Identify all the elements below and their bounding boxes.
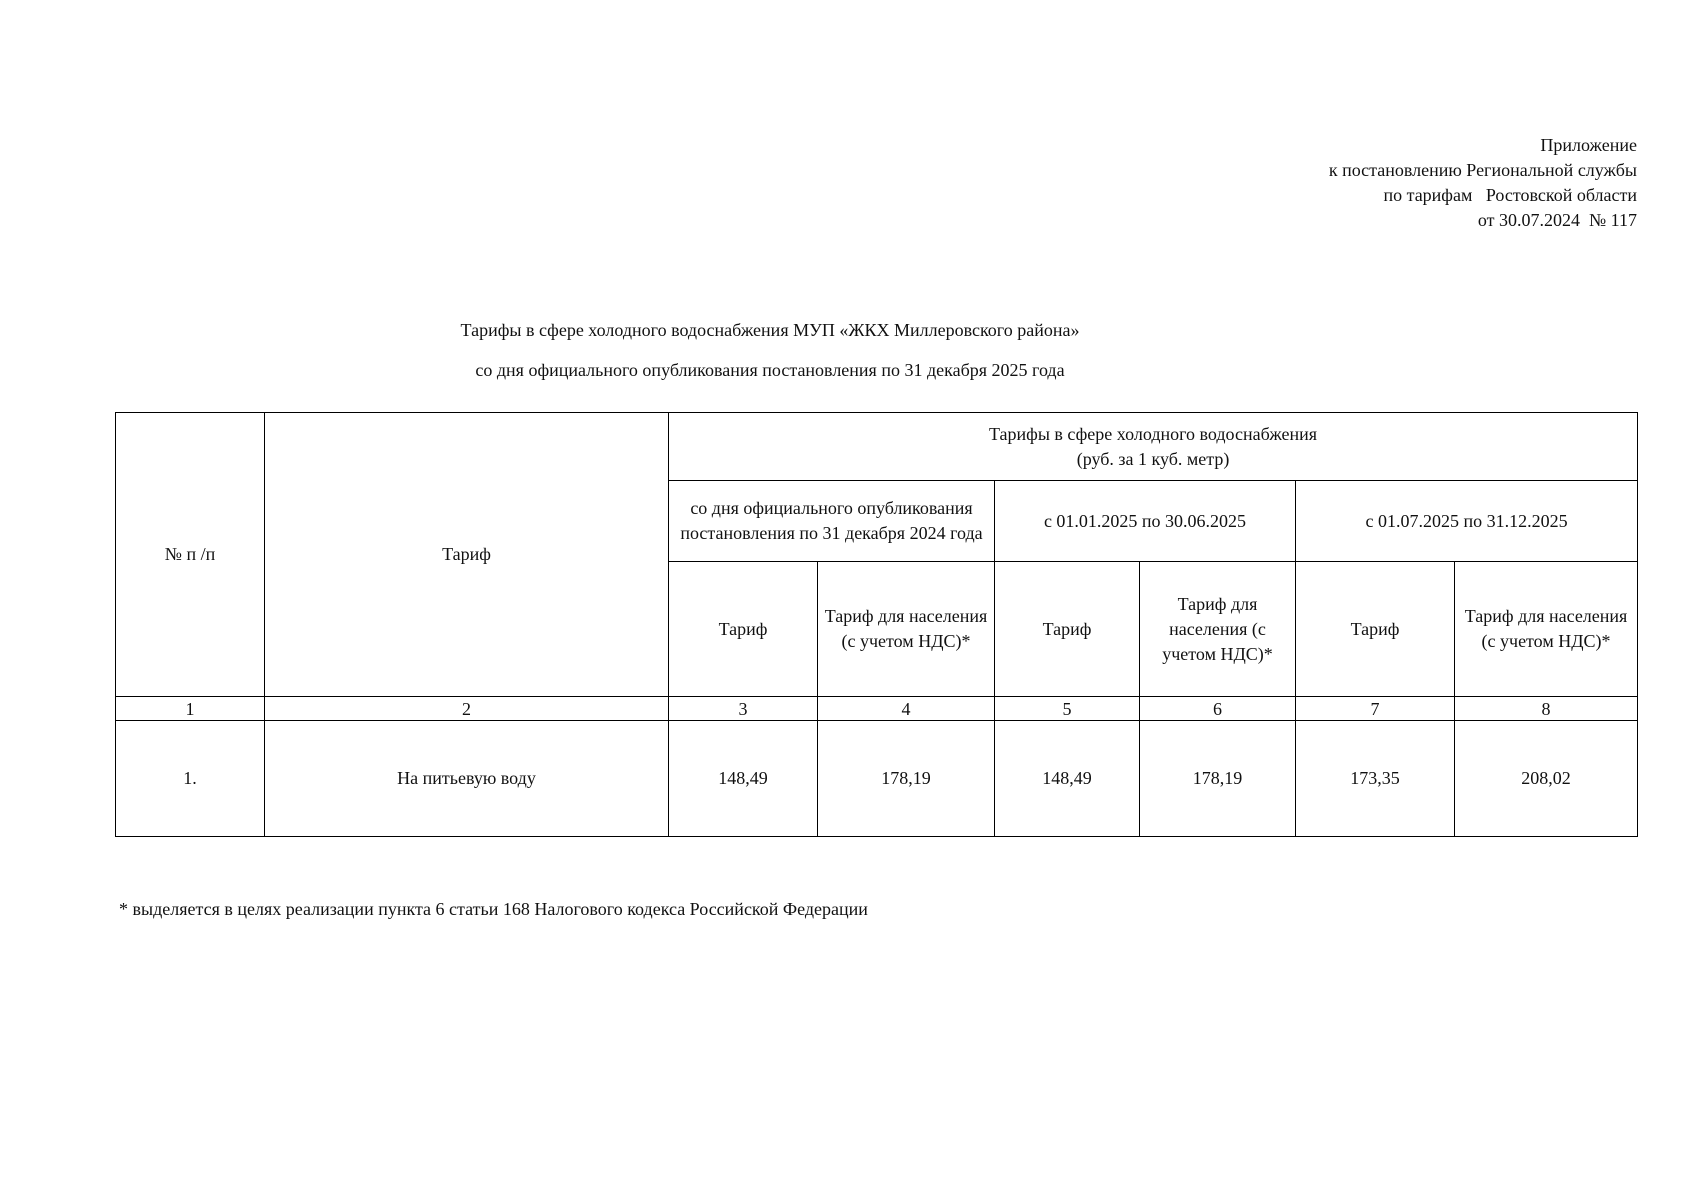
row-value: 208,02	[1455, 721, 1638, 837]
table-row	[116, 721, 1638, 837]
subheader-population-3: Тариф для населения (с учетом НДС)*	[1455, 562, 1638, 697]
subheader-tariff-1: Тариф	[669, 562, 818, 697]
appendix-title: Приложение	[1540, 135, 1637, 155]
period-header-3: с 01.07.2025 по 31.12.2025	[1296, 481, 1638, 562]
header-group	[669, 413, 1638, 481]
appendix-date-number: от 30.07.2024 № 117	[1477, 210, 1637, 230]
column-number: 2	[265, 697, 669, 721]
row-number: 1.	[116, 721, 265, 837]
subheader-population-1: Тариф для населения (с учетом НДС)*	[818, 562, 995, 697]
tariff-table	[115, 412, 1638, 837]
column-number: 3	[669, 697, 818, 721]
row-value: 148,49	[995, 721, 1140, 837]
appendix-reference: к постановлению Региональной службы	[1328, 160, 1637, 180]
document-title: Тарифы в сфере холодного водоснабжения МУП «ЖКХ Миллеровского района»	[460, 320, 1080, 340]
subheader-tariff-3: Тариф	[1296, 562, 1455, 697]
appendix-authority: по тарифам Ростовской области	[1383, 185, 1637, 205]
header-group-unit: (руб. за 1 куб. метр)	[1076, 448, 1230, 469]
column-number: 4	[818, 697, 995, 721]
header-number: № п /п	[116, 413, 265, 697]
column-number-row	[116, 697, 1638, 721]
header-tariff: Тариф	[265, 413, 669, 697]
column-number: 7	[1296, 697, 1455, 721]
column-number: 8	[1455, 697, 1638, 721]
row-value: 148,49	[669, 721, 818, 837]
row-value: 173,35	[1296, 721, 1455, 837]
column-number: 5	[995, 697, 1140, 721]
row-tariff-name: На питьевую воду	[265, 721, 669, 837]
column-number: 6	[1140, 697, 1296, 721]
column-number: 1	[116, 697, 265, 721]
document-subtitle: со дня официального опубликования постановления по 31 декабря 2025 года	[475, 360, 1065, 380]
row-value: 178,19	[818, 721, 995, 837]
period-header-2: с 01.01.2025 по 30.06.2025	[995, 481, 1296, 562]
row-value: 178,19	[1140, 721, 1296, 837]
period-header-1: со дня официального опубликования постановления по 31 декабря 2024 года	[669, 481, 995, 562]
subheader-population-2: Тариф для населения (с учетом НДС)*	[1140, 562, 1296, 697]
appendix-header	[1329, 133, 1637, 233]
footnote: * выделяется в целях реализации пункта 6 статьи 168 Налогового кодекса Российской Федерации	[119, 899, 868, 919]
header-group-title: Тарифы в сфере холодного водоснабжения	[989, 423, 1318, 444]
subheader-tariff-2: Тариф	[995, 562, 1140, 697]
table-header-row	[116, 413, 1638, 481]
